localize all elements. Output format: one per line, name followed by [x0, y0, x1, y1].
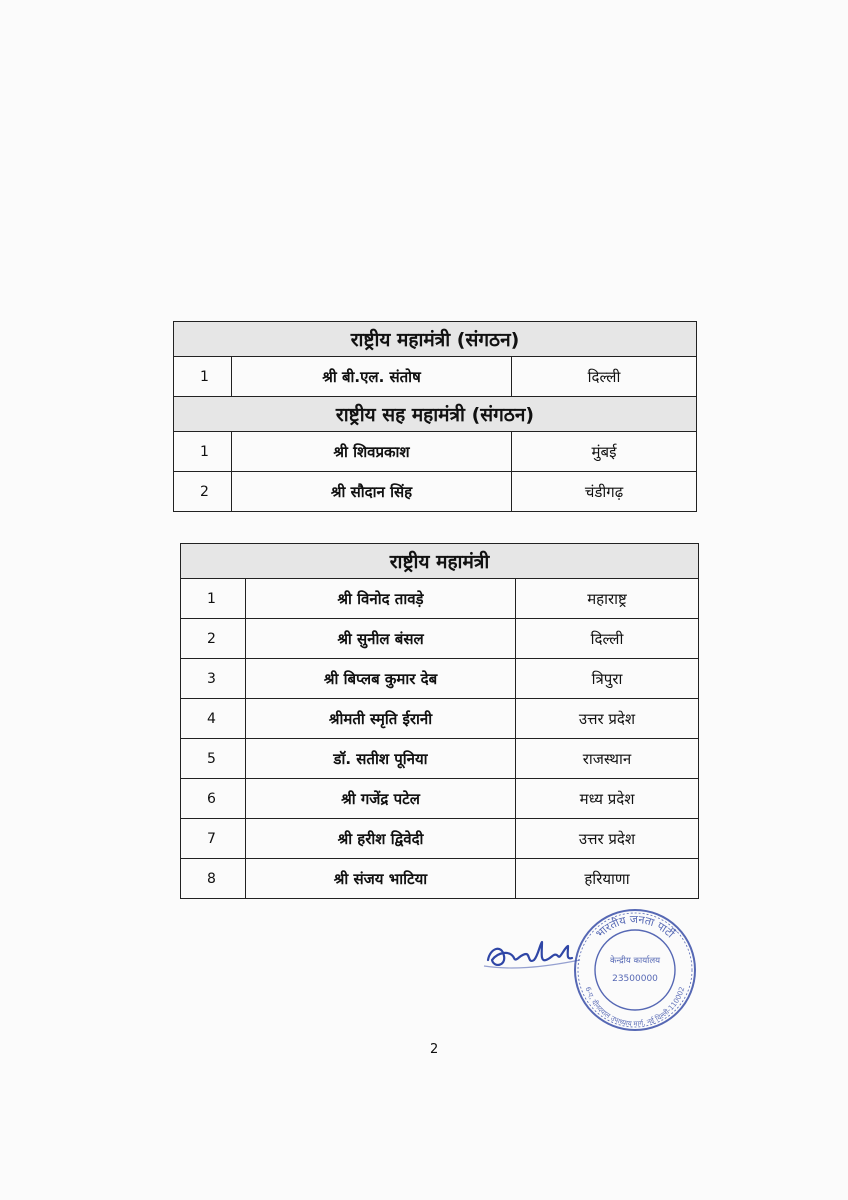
row-number: 1: [181, 579, 246, 619]
row-number: 6: [181, 779, 246, 819]
page-number: 2: [430, 1042, 439, 1057]
member-state: महाराष्ट्र: [516, 579, 699, 619]
row-number: 3: [181, 659, 246, 699]
row-number: 2: [174, 472, 232, 512]
section-heading: राष्ट्रीय महामंत्री: [181, 544, 699, 579]
seal-phone-text: 23500000: [612, 974, 658, 984]
table-row: [181, 699, 699, 739]
member-state: चंडीगढ़: [512, 472, 697, 512]
member-name: श्री सौदान सिंह: [232, 472, 512, 512]
section-heading-row: [181, 544, 699, 579]
member-name: श्री गजेंद्र पटेल: [246, 779, 516, 819]
member-name: डॉ. सतीश पूनिया: [246, 739, 516, 779]
row-number: 1: [174, 432, 232, 472]
table-row: [181, 579, 699, 619]
member-name: श्री हरीश द्विवेदी: [246, 819, 516, 859]
table-row: [181, 739, 699, 779]
member-state: उत्तर प्रदेश: [516, 819, 699, 859]
table-row: [181, 659, 699, 699]
table-row: [181, 619, 699, 659]
section-heading-row: [174, 322, 697, 357]
member-state: मध्य प्रदेश: [516, 779, 699, 819]
table-row: [181, 819, 699, 859]
member-state: त्रिपुरा: [516, 659, 699, 699]
svg-text:6-ए, दीनदयाल उपाध्याय मार्ग, न: [584, 986, 687, 1028]
member-state: दिल्ली: [516, 619, 699, 659]
row-number: 1: [174, 357, 232, 397]
member-state: राजस्थान: [516, 739, 699, 779]
office-seal-stamp: [570, 905, 700, 1035]
section-heading: राष्ट्रीय महामंत्री (संगठन): [174, 322, 697, 357]
row-number: 5: [181, 739, 246, 779]
table-row: [174, 357, 697, 397]
seal-address-text: 6-ए, दीनदयाल उपाध्याय मार्ग, नई दिल्ली-110002: [583, 985, 687, 1029]
general-secretaries-table: [180, 543, 699, 899]
row-number: 7: [181, 819, 246, 859]
table-row: [181, 859, 699, 899]
member-name: श्रीमती स्मृति ईरानी: [246, 699, 516, 739]
row-number: 8: [181, 859, 246, 899]
member-state: उत्तर प्रदेश: [516, 699, 699, 739]
member-name: श्री सुनील बंसल: [246, 619, 516, 659]
member-name: श्री बिप्लब कुमार देब: [246, 659, 516, 699]
member-name: श्री शिवप्रकाश: [232, 432, 512, 472]
table-row: [174, 432, 697, 472]
member-name: श्री बी.एल. संतोष: [232, 357, 512, 397]
table-row: [181, 779, 699, 819]
row-number: 4: [181, 699, 246, 739]
seal-outer-text: भारतीय जनता पार्टी: [593, 912, 677, 941]
member-state: मुंबई: [512, 432, 697, 472]
organization-secretaries-table: [173, 321, 697, 512]
table-row: [174, 472, 697, 512]
row-number: 2: [181, 619, 246, 659]
member-name: श्री विनोद तावड़े: [246, 579, 516, 619]
seal-office-text: केन्द्रीय कार्यालय: [609, 956, 661, 966]
section-heading-row: [174, 397, 697, 432]
member-state: हरियाणा: [516, 859, 699, 899]
section-heading: राष्ट्रीय सह महामंत्री (संगठन): [174, 397, 697, 432]
member-state: दिल्ली: [512, 357, 697, 397]
member-name: श्री संजय भाटिया: [246, 859, 516, 899]
